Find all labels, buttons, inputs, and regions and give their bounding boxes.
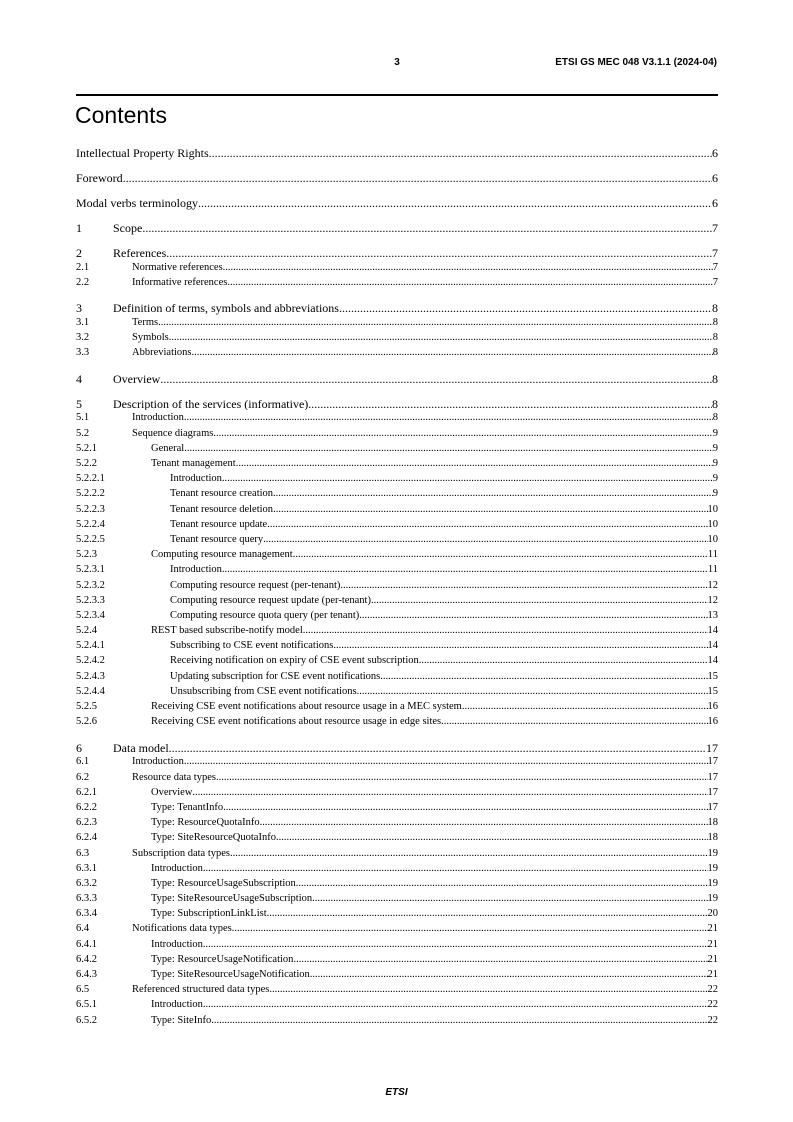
toc-entry[interactable] <box>76 260 718 275</box>
toc-entry[interactable] <box>76 608 718 623</box>
toc-entry[interactable] <box>76 815 718 830</box>
toc-entry-number: 2.2 <box>76 276 90 288</box>
toc-entry-page: 11 <box>707 549 718 561</box>
toc-entry[interactable] <box>76 502 718 517</box>
toc-entry[interactable] <box>76 532 718 547</box>
toc-entry[interactable] <box>76 638 718 653</box>
toc-entry-page: 9 <box>712 458 718 469</box>
toc-entry-leader <box>303 623 708 638</box>
toc-entry-number: 5.2.4 <box>76 625 97 637</box>
toc-entry-leader <box>462 699 708 714</box>
toc-entry-number: 6.2.4 <box>76 832 97 844</box>
toc-entry-leader <box>169 742 706 755</box>
toc-entry-leader <box>223 800 707 815</box>
toc-entry-number: 6.4.2 <box>76 953 97 965</box>
toc-entry-leader <box>273 502 707 517</box>
toc-entry-label: Receiving notification on expiry of CSE event subscription <box>170 655 419 667</box>
toc-entry-label: Foreword <box>76 172 123 185</box>
toc-entry-number: 5.2.2.3 <box>76 503 105 515</box>
toc-entry-number: 6.3 <box>76 847 90 859</box>
toc-entry-leader <box>310 967 708 982</box>
toc-entry[interactable] <box>76 623 718 638</box>
toc-entry-page: 19 <box>707 877 718 889</box>
toc-entry-page: 17 <box>707 801 718 813</box>
toc-entry-number: 6.2 <box>76 771 90 783</box>
toc-entry[interactable] <box>76 699 718 714</box>
toc-entry-page: 21 <box>707 969 718 980</box>
toc-entry-leader <box>260 815 708 830</box>
toc-entry-leader <box>216 770 708 785</box>
toc-entry[interactable] <box>76 426 718 441</box>
page-number: 3 <box>394 57 400 68</box>
toc-entry-page: 10 <box>707 533 718 545</box>
toc-entry[interactable] <box>76 770 718 785</box>
toc-entry-label: Terms <box>132 316 159 328</box>
toc-entry-page: 8 <box>712 347 718 359</box>
toc-entry-number: 5.2.4.1 <box>76 640 105 652</box>
toc-entry-page: 16 <box>707 701 718 712</box>
toc-entry[interactable] <box>76 593 718 608</box>
toc-entry-leader <box>267 906 708 921</box>
toc-entry[interactable] <box>76 997 718 1012</box>
toc-entry-label: Resource data types <box>132 771 216 783</box>
toc-entry-page: 11 <box>707 564 718 576</box>
toc-entry-leader <box>263 532 707 547</box>
toc-entry-number: 6.2.2 <box>76 801 97 813</box>
toc-entry-label: Type: SubscriptionLinkList <box>151 908 267 920</box>
toc-entry-label: Computing resource request (per-tenant) <box>170 579 341 591</box>
toc-entry-number: 6.5.1 <box>76 999 97 1011</box>
toc-entry-label: Normative references <box>132 261 223 273</box>
toc-entry-number: 3.3 <box>76 347 90 359</box>
toc-entry-number: 2.1 <box>76 261 90 273</box>
toc-entry-page: 6 <box>712 197 718 210</box>
toc-entry-number: 6.3.4 <box>76 908 97 920</box>
toc-entry-page: 22 <box>707 1014 718 1026</box>
toc-entry-label: Overview <box>151 786 193 798</box>
toc-entry-number: 5.1 <box>76 412 90 424</box>
toc-entry[interactable] <box>76 486 718 501</box>
toc-entry-number: 2 <box>76 247 82 260</box>
toc-entry-leader <box>230 846 708 861</box>
toc-entry-page: 15 <box>707 685 718 697</box>
toc-entry[interactable] <box>76 967 718 982</box>
toc-entry-label: Definition of terms, symbols and abbreviations <box>113 302 339 315</box>
toc-entry-leader <box>293 547 708 562</box>
toc-entry-number: 6.3.1 <box>76 862 97 874</box>
toc-entry-label: Updating subscription for CSE event notifications <box>170 670 381 682</box>
toc-entry-label: Type: SiteResourceQuotaInfo <box>151 832 276 844</box>
toc-entry[interactable] <box>76 373 718 386</box>
toc-entry[interactable] <box>76 275 718 290</box>
toc-entry-leader <box>184 754 708 769</box>
toc-entry-number: 6.4.3 <box>76 969 97 980</box>
toc-entry-page: 8 <box>712 302 718 315</box>
toc-entry-leader <box>308 398 712 411</box>
toc-entry-number: 6.3.2 <box>76 877 97 889</box>
toc-entry-label: Tenant management <box>151 458 236 469</box>
toc-entry[interactable] <box>76 906 718 921</box>
toc-entry-label: Data model <box>113 741 169 755</box>
toc-entry-leader <box>192 785 707 800</box>
header-rule <box>76 94 718 96</box>
toc-entry-page: 17 <box>707 756 718 768</box>
toc-entry[interactable] <box>76 197 718 210</box>
toc-entry-page: 8 <box>712 412 718 424</box>
toc-entry-label: Type: ResourceQuotaInfo <box>151 817 260 829</box>
toc-entry-page: 8 <box>712 397 718 411</box>
toc-entry[interactable] <box>76 785 718 800</box>
toc-entry-page: 19 <box>707 893 718 905</box>
toc-entry-leader <box>232 921 708 936</box>
toc-entry-number: 5.2.2.5 <box>76 533 105 545</box>
toc-entry-leader <box>184 410 713 425</box>
toc-entry-page: 6 <box>712 172 718 185</box>
toc-entry-leader <box>123 172 712 185</box>
toc-entry-leader <box>222 562 708 577</box>
toc-entry-label: Scope <box>113 222 143 235</box>
toc-entry-leader <box>158 315 713 330</box>
toc-entry-page: 16 <box>707 716 718 728</box>
toc-entry-label: Receiving CSE event notifications about resource usage in a MEC system <box>151 701 462 712</box>
toc-entry-page: 9 <box>712 488 718 500</box>
toc-entry-leader <box>296 876 708 891</box>
toc-entry-leader <box>236 456 713 471</box>
toc-entry-label: Introduction <box>132 412 184 424</box>
toc-entry-leader <box>339 302 712 315</box>
toc-entry-leader <box>312 891 707 906</box>
toc-entry-number: 1 <box>76 222 82 235</box>
toc-entry[interactable] <box>76 456 718 471</box>
toc-entry-page: 21 <box>707 923 718 935</box>
toc-entry-page: 19 <box>707 847 718 859</box>
toc-entry-number: 6.2.3 <box>76 817 97 829</box>
toc-entry[interactable] <box>76 952 718 967</box>
toc-entry-page: 12 <box>707 579 718 591</box>
toc-entry-number: 5.2.6 <box>76 716 97 728</box>
toc-entry-page: 22 <box>707 984 718 996</box>
toc-entry-leader <box>227 275 712 290</box>
toc-entry-number: 5.2.4.3 <box>76 670 105 682</box>
toc-entry-label: Introduction <box>151 938 203 950</box>
toc-entry-leader <box>213 426 712 441</box>
toc-entry-page: 8 <box>712 332 718 344</box>
toc-entry-leader <box>160 373 712 386</box>
toc-entry-leader <box>357 684 708 699</box>
toc-entry-page: 7 <box>712 261 718 273</box>
toc-entry[interactable] <box>76 891 718 906</box>
toc-entry[interactable] <box>76 172 718 185</box>
toc-entry[interactable] <box>76 578 718 593</box>
toc-entry-label: Type: SiteResourceUsageNotification <box>151 969 310 980</box>
toc-entry-number: 6.4 <box>76 923 90 935</box>
toc-entry-number: 6.1 <box>76 756 90 768</box>
toc-entry-label: Overview <box>113 372 161 386</box>
toc-entry-leader <box>273 486 713 501</box>
toc-entry-leader <box>267 517 707 532</box>
toc-entry-leader <box>269 982 707 997</box>
toc-entry-leader <box>203 861 708 876</box>
toc-entry-page: 14 <box>707 655 718 667</box>
toc-entry-page: 20 <box>707 908 718 920</box>
toc-entry-leader <box>166 247 712 260</box>
toc-entry-label: Symbols <box>132 332 169 344</box>
toc-entry-label: Type: SiteInfo <box>151 1014 212 1026</box>
toc-entry-leader <box>359 608 707 623</box>
toc-entry-number: 3 <box>76 302 82 315</box>
toc-entry-page: 8 <box>712 316 718 328</box>
toc-entry-page: 6 <box>712 147 718 160</box>
toc-entry-page: 22 <box>707 999 718 1011</box>
toc-entry-number: 6.4.1 <box>76 938 97 950</box>
toc-entry[interactable] <box>76 547 718 562</box>
toc-entry[interactable] <box>76 330 718 345</box>
toc-entry[interactable] <box>76 921 718 936</box>
toc-entry[interactable] <box>76 742 718 755</box>
toc-entry-label: Introduction <box>170 564 222 576</box>
toc-entry-label: Abbreviations <box>132 347 192 359</box>
toc-entry[interactable] <box>76 937 718 952</box>
toc-entry-leader <box>371 593 708 608</box>
toc-entry[interactable] <box>76 315 718 330</box>
toc-entry-page: 18 <box>707 817 718 829</box>
toc-entry-page: 8 <box>712 372 718 386</box>
toc-entry-page: 17 <box>707 771 718 783</box>
toc-entry-label: Computing resource quota query (per tenant) <box>170 609 360 621</box>
toc-entry[interactable] <box>76 147 718 160</box>
toc-entry-leader <box>184 441 713 456</box>
toc-entry-leader <box>209 147 712 160</box>
toc-entry-label: General <box>151 442 185 454</box>
toc-entry-leader <box>441 714 707 729</box>
toc-entry-leader <box>276 830 708 845</box>
toc-entry[interactable] <box>76 653 718 668</box>
toc-entry-number: 5.2.4.2 <box>76 655 105 667</box>
toc-entry-page: 18 <box>707 832 718 844</box>
toc-entry-number: 5.2.4.4 <box>76 685 105 697</box>
toc-entry-label: Tenant resource query <box>170 533 264 545</box>
toc-entry-number: 5.2.3 <box>76 549 97 561</box>
toc-entry-label: Type: SiteResourceUsageSubscription <box>151 893 313 905</box>
table-of-contents <box>76 147 718 1028</box>
toc-entry-page: 21 <box>707 938 718 950</box>
toc-entry-page: 19 <box>707 862 718 874</box>
toc-entry-leader <box>203 997 708 1012</box>
toc-entry-label: Unsubscribing from CSE event notifications <box>170 685 357 697</box>
toc-entry-leader <box>223 260 713 275</box>
toc-entry-number: 5.2.2.2 <box>76 488 105 500</box>
toc-entry-label: Type: TenantInfo <box>151 801 224 813</box>
toc-entry-label: Type: ResourceUsageSubscription <box>151 877 296 889</box>
toc-entry-label: References <box>113 247 167 260</box>
toc-entry-page: 17 <box>706 741 718 755</box>
toc-entry-number: 6.5.2 <box>76 1014 97 1026</box>
toc-entry-number: 6.5 <box>76 984 90 996</box>
toc-entry-number: 5.2.3.1 <box>76 564 105 576</box>
toc-entry-label: Introduction <box>132 756 184 768</box>
toc-entry-number: 5.2 <box>76 427 90 439</box>
toc-entry-label: Introduction <box>151 999 203 1011</box>
toc-entry-label: Tenant resource deletion <box>170 503 274 515</box>
toc-entry-number: 5.2.2.4 <box>76 518 105 530</box>
toc-entry-number: 6.3.3 <box>76 893 97 905</box>
toc-entry-label: Tenant resource update <box>170 518 268 530</box>
toc-entry-leader <box>222 471 713 486</box>
toc-entry-leader <box>419 653 708 668</box>
toc-entry-label: Tenant resource creation <box>170 488 274 500</box>
toc-entry-number: 5.2.1 <box>76 442 97 454</box>
toc-entry-page: 14 <box>707 625 718 637</box>
toc-entry[interactable] <box>76 982 718 997</box>
toc-entry-label: Type: ResourceUsageNotification <box>151 953 294 965</box>
toc-entry-page: 7 <box>712 276 718 288</box>
toc-entry-page: 21 <box>707 953 718 965</box>
toc-entry-label: Notifications data types <box>132 923 232 935</box>
toc-entry[interactable] <box>76 830 718 845</box>
toc-entry-page: 14 <box>707 640 718 652</box>
toc-entry[interactable] <box>76 410 718 425</box>
toc-entry[interactable] <box>76 861 718 876</box>
toc-entry-label: Referenced structured data types <box>132 984 270 996</box>
document-id: ETSI GS MEC 048 V3.1.1 (2024-04) <box>555 57 717 68</box>
toc-entry-number: 5.2.3.4 <box>76 609 105 621</box>
toc-entry-leader <box>203 937 708 952</box>
toc-entry-leader <box>380 669 707 684</box>
toc-entry-leader <box>333 638 707 653</box>
toc-entry[interactable] <box>76 846 718 861</box>
toc-entry[interactable] <box>76 562 718 577</box>
toc-entry-number: 6.2.1 <box>76 786 97 798</box>
toc-entry-number: 5.2.2.1 <box>76 473 105 485</box>
toc-entry-number: 5.2.2 <box>76 458 97 469</box>
toc-entry-leader <box>293 952 707 967</box>
toc-entry-page: 9 <box>712 442 718 454</box>
toc-entry-label: Subscription data types <box>132 847 230 859</box>
toc-entry-label: Introduction <box>170 473 222 485</box>
toc-entry-label: Intellectual Property Rights <box>76 147 209 160</box>
toc-entry-label: Subscribing to CSE event notifications <box>170 640 334 652</box>
toc-entry-page: 13 <box>707 609 718 621</box>
toc-entry-label: Description of the services (informative) <box>113 397 309 411</box>
toc-entry-page: 10 <box>707 503 718 515</box>
toc-entry-label: Modal verbs terminology <box>76 197 198 210</box>
toc-entry[interactable] <box>76 222 718 235</box>
toc-entry[interactable] <box>76 441 718 456</box>
toc-entry[interactable] <box>76 517 718 532</box>
toc-entry[interactable] <box>76 800 718 815</box>
toc-entry[interactable] <box>76 876 718 891</box>
toc-entry-number: 4 <box>76 372 82 386</box>
toc-entry[interactable] <box>76 398 718 411</box>
toc-entry-label: Informative references <box>132 276 228 288</box>
toc-entry-number: 5.2.3.2 <box>76 579 105 591</box>
toc-entry-number: 5.2.5 <box>76 701 97 712</box>
toc-entry-label: Sequence diagrams <box>132 427 214 439</box>
toc-entry-number: 5.2.3.3 <box>76 594 105 606</box>
toc-entry-page: 7 <box>712 247 718 260</box>
toc-entry-page: 17 <box>707 786 718 798</box>
toc-entry-number: 3.1 <box>76 316 90 328</box>
toc-entry-label: REST based subscribe-notify model <box>151 625 303 637</box>
toc-entry-label: Computing resource request update (per-tenant) <box>170 594 371 606</box>
toc-entry-page: 12 <box>707 594 718 606</box>
toc-entry-page: 15 <box>707 670 718 682</box>
toc-entry-leader <box>340 578 707 593</box>
toc-entry-page: 10 <box>707 518 718 530</box>
toc-entry-label: Computing resource management <box>151 549 293 561</box>
toc-entry[interactable] <box>76 1013 718 1028</box>
toc-entry-number: 3.2 <box>76 332 90 344</box>
toc-entry-page: 9 <box>712 473 718 485</box>
toc-entry[interactable] <box>76 471 718 486</box>
toc-entry[interactable] <box>76 302 718 315</box>
toc-entry[interactable] <box>76 669 718 684</box>
footer-etsi: ETSI <box>385 1087 408 1098</box>
toc-entry-label: Introduction <box>151 862 203 874</box>
toc-entry-leader <box>211 1013 707 1028</box>
toc-entry[interactable] <box>76 684 718 699</box>
toc-entry-number: 5 <box>76 397 82 411</box>
toc-entry-leader <box>198 197 712 210</box>
toc-entry-number: 6 <box>76 741 82 755</box>
toc-entry-label: Receiving CSE event notifications about resource usage in edge sites <box>151 716 442 728</box>
toc-entry-page: 7 <box>712 222 718 235</box>
toc-entry[interactable] <box>76 345 718 360</box>
toc-entry[interactable] <box>76 754 718 769</box>
toc-entry-leader <box>169 330 713 345</box>
toc-entry-leader <box>142 222 712 235</box>
toc-entry[interactable] <box>76 714 718 729</box>
toc-entry-leader <box>192 345 713 360</box>
toc-entry-page: 9 <box>712 427 718 439</box>
page-title: Contents <box>75 102 168 128</box>
toc-entry[interactable] <box>76 247 718 260</box>
